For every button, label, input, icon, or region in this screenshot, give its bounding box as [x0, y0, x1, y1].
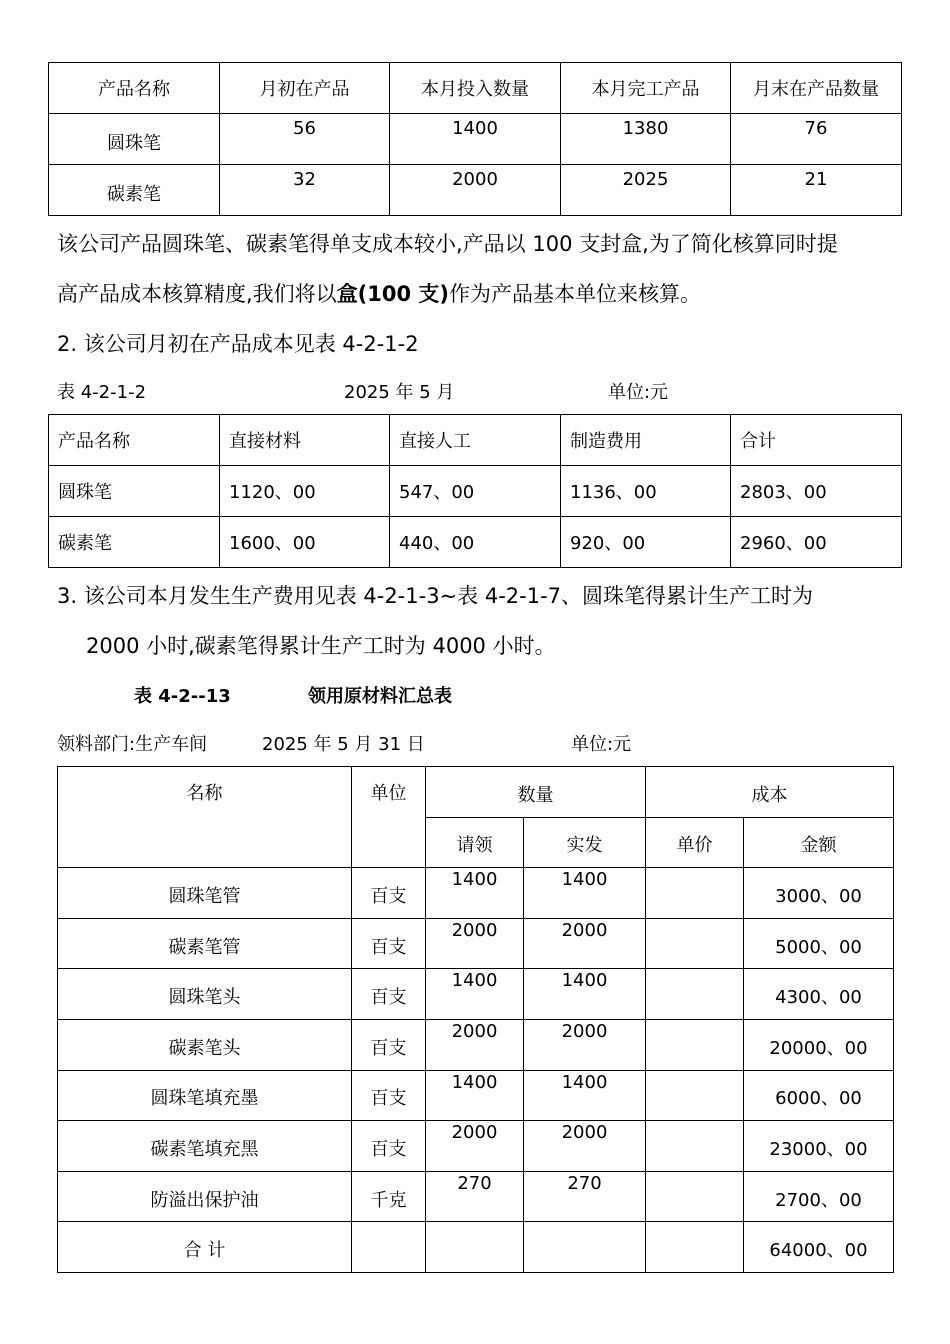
empty-cell — [426, 1222, 524, 1273]
header-cell: 直接材料 — [220, 415, 390, 466]
amount-cell: 20000、00 — [744, 1019, 894, 1070]
price-cell — [646, 868, 744, 919]
total-amount-cell: 64000、00 — [744, 1222, 894, 1273]
unit-cell: 百支 — [352, 969, 426, 1020]
table-unit: 单位:元 — [608, 382, 669, 403]
paragraph-line: 2000 小时,碳素笔得累计生产工时为 4000 小时。 — [86, 634, 556, 658]
paragraph-line: 该公司产品圆珠笔、碳素笔得单支成本较小,产品以 100 支封盒,为了简化核算同时提 — [57, 232, 838, 256]
table-total-row — [58, 1222, 894, 1273]
table-cell: 1380 — [561, 114, 731, 165]
issued-cell: 270 — [524, 1171, 646, 1222]
unit-cell: 百支 — [352, 1121, 426, 1172]
header-cell-requested: 请领 — [426, 817, 524, 868]
table-date: 2025 年 5 月 — [344, 382, 455, 403]
price-cell — [646, 918, 744, 969]
table-row — [49, 466, 902, 517]
table-header-row — [49, 63, 902, 114]
amount-cell: 23000、00 — [744, 1121, 894, 1172]
header-cell: 本月完工产品 — [561, 63, 731, 114]
table-cell: 2803、00 — [731, 466, 902, 517]
unit-cell: 百支 — [352, 1019, 426, 1070]
header-cell: 本月投入数量 — [390, 63, 561, 114]
product-name-cell: 圆珠笔 — [49, 114, 220, 165]
empty-cell — [524, 1222, 646, 1273]
issued-cell: 2000 — [524, 918, 646, 969]
paragraph-line — [57, 278, 701, 308]
section-heading: 2. 该公司月初在产品成本见表 4-2-1-2 — [57, 332, 419, 356]
product-quantity-table — [48, 62, 902, 216]
table-row — [49, 114, 902, 165]
material-name-cell: 圆珠笔填充墨 — [58, 1070, 352, 1121]
material-name-cell: 防溢出保护油 — [58, 1171, 352, 1222]
header-cell-issued: 实发 — [524, 817, 646, 868]
product-name-cell: 碳素笔 — [49, 517, 220, 568]
requested-cell: 2000 — [426, 918, 524, 969]
section-heading: 3. 该公司本月发生生产费用见表 4-2-1-3~表 4-2-1-7、圆珠笔得累计生产工时为 — [57, 584, 814, 608]
table-row — [58, 1171, 894, 1222]
issued-cell: 1400 — [524, 969, 646, 1020]
amount-cell: 5000、00 — [744, 918, 894, 969]
product-name-cell: 圆珠笔 — [49, 466, 220, 517]
requested-cell: 2000 — [426, 1019, 524, 1070]
table-unit: 单位:元 — [571, 734, 632, 755]
table-row — [58, 1121, 894, 1172]
material-name-cell: 圆珠笔管 — [58, 868, 352, 919]
table-row — [58, 969, 894, 1020]
amount-cell: 2700、00 — [744, 1171, 894, 1222]
table-cell: 1600、00 — [220, 517, 390, 568]
unit-cell: 百支 — [352, 868, 426, 919]
amount-cell: 4300、00 — [744, 969, 894, 1020]
table-row — [58, 918, 894, 969]
total-label-cell: 合 计 — [58, 1222, 352, 1273]
requested-cell: 2000 — [426, 1121, 524, 1172]
table-row — [58, 1019, 894, 1070]
table-row — [49, 517, 902, 568]
issued-cell: 2000 — [524, 1121, 646, 1172]
table-label: 表 4-2-1-2 — [57, 382, 147, 403]
table-cell: 76 — [731, 114, 902, 165]
bold-unit-text: 盒(100 支) — [336, 282, 450, 306]
raw-material-summary-table — [57, 766, 894, 1273]
table-cell: 440、00 — [390, 517, 561, 568]
price-cell — [646, 1121, 744, 1172]
header-cell-quantity: 数量 — [426, 767, 646, 818]
table-title: 领用原材料汇总表 — [308, 686, 452, 707]
material-name-cell: 碳素笔管 — [58, 918, 352, 969]
issued-cell: 2000 — [524, 1019, 646, 1070]
header-cell-cost: 成本 — [646, 767, 894, 818]
table-header-row — [49, 415, 902, 466]
empty-cell — [646, 1222, 744, 1273]
header-cell-price: 单价 — [646, 817, 744, 868]
price-cell — [646, 1070, 744, 1121]
table-cell: 56 — [220, 114, 390, 165]
issued-cell: 1400 — [524, 868, 646, 919]
table-row — [58, 868, 894, 919]
header-cell-amount: 金额 — [744, 817, 894, 868]
table-cell: 2960、00 — [731, 517, 902, 568]
header-cell: 产品名称 — [49, 415, 220, 466]
table-cell: 32 — [220, 165, 390, 216]
header-cell-unit: 单位 — [352, 767, 426, 868]
header-cell: 合计 — [731, 415, 902, 466]
wip-cost-table — [48, 414, 902, 568]
table-row — [58, 1070, 894, 1121]
requested-cell: 1400 — [426, 868, 524, 919]
table-cell: 920、00 — [561, 517, 731, 568]
unit-cell: 百支 — [352, 1070, 426, 1121]
header-cell: 制造费用 — [561, 415, 731, 466]
header-cell: 产品名称 — [49, 63, 220, 114]
issuing-department: 领料部门:生产车间 — [57, 734, 208, 755]
requested-cell: 1400 — [426, 1070, 524, 1121]
price-cell — [646, 969, 744, 1020]
material-name-cell: 圆珠笔头 — [58, 969, 352, 1020]
amount-cell: 6000、00 — [744, 1070, 894, 1121]
material-name-cell: 碳素笔填充黑 — [58, 1121, 352, 1172]
header-cell: 月末在产品数量 — [731, 63, 902, 114]
material-name-cell: 碳素笔头 — [58, 1019, 352, 1070]
header-cell: 月初在产品 — [220, 63, 390, 114]
amount-cell: 3000、00 — [744, 868, 894, 919]
table-cell: 1136、00 — [561, 466, 731, 517]
price-cell — [646, 1019, 744, 1070]
table-label: 表 4-2--13 — [134, 686, 231, 707]
table-date: 2025 年 5 月 31 日 — [262, 734, 425, 755]
empty-cell — [352, 1222, 426, 1273]
table-cell: 2000 — [390, 165, 561, 216]
table-header-row — [58, 767, 894, 818]
table-cell: 1400 — [390, 114, 561, 165]
paragraph-text: 高产品成本核算精度,我们将以 — [57, 282, 337, 306]
table-row — [49, 165, 902, 216]
unit-cell: 百支 — [352, 918, 426, 969]
table-cell: 2025 — [561, 165, 731, 216]
header-cell-name: 名称 — [58, 767, 352, 868]
requested-cell: 1400 — [426, 969, 524, 1020]
table-cell: 1120、00 — [220, 466, 390, 517]
product-name-cell: 碳素笔 — [49, 165, 220, 216]
requested-cell: 270 — [426, 1171, 524, 1222]
header-cell: 直接人工 — [390, 415, 561, 466]
price-cell — [646, 1171, 744, 1222]
paragraph-text: 作为产品基本单位来核算。 — [449, 282, 702, 306]
unit-cell: 千克 — [352, 1171, 426, 1222]
table-cell: 21 — [731, 165, 902, 216]
issued-cell: 1400 — [524, 1070, 646, 1121]
table-cell: 547、00 — [390, 466, 561, 517]
